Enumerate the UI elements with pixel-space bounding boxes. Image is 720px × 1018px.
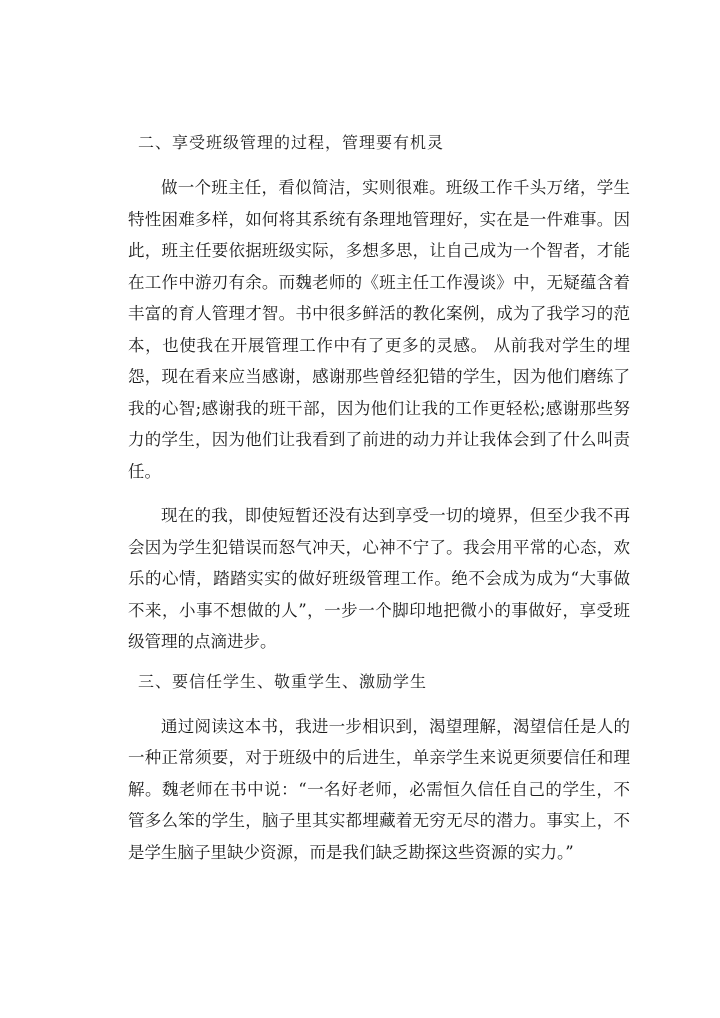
- section-heading-2: 二、享受班级管理的过程，管理要有机灵: [138, 133, 445, 152]
- section-heading-3: 三、要信任学生、敬重学生、激励学生: [138, 671, 428, 691]
- paragraph-current-me: 现在的我，即使短暂还没有达到享受一切的境界，但至少我不再会因为学生犯错误而怒气冲天，心神不宁了。我会用平常的心态，欢乐的心情，踏踏实实的做好班级管理工作。绝不会成为成为“大事做不来，小事不想做的人”，一步一个脚印地把微小的事做好，享受班级管理的点滴进步。: [128, 506, 630, 651]
- document-body: [128, 132, 630, 881]
- paragraph-management-intro: 做一个班主任，看似简洁，实则很难。班级工作千头万绪，学生特性困难多样，如何将其系统有条理地管理好，实在是一件难事。因此，班主任要依据班级实际，多想多思，让自己成为一个智者，才能在工作中游刃有余。而魏老师的《班主任工作漫谈》中，无疑蕴含着丰富的育人管理才智。书中很多鲜活的教化案例，成为了我学习的范本，也使我在开展管理工作中有了更多的灵感。 从前我对学生的埋怨，现在看来应当感谢，感谢那些曾经犯错的学生，因为他们磨练了我的心智;感谢我的班干部，因为他们让我的工作更轻松;感谢那些努力的学生，因为他们让我看到了前进的动力并让我体会到了什么叫责任。: [128, 178, 630, 481]
- paragraph-trust-students: 通过阅读这本书，我进一步相识到，渴望理解，渴望信任是人的一种正常须要，对于班级中的后进生，单亲学生来说更须要信任和理解。魏老师在书中说：“一名好老师，必需恒久信任自己的学生，不管多么笨的学生，脑子里其实都埋藏着无穷无尽的潜力。事实上，不是学生脑子里缺少资源，而是我们缺乏勘探这些资源的实力。”: [128, 716, 630, 862]
